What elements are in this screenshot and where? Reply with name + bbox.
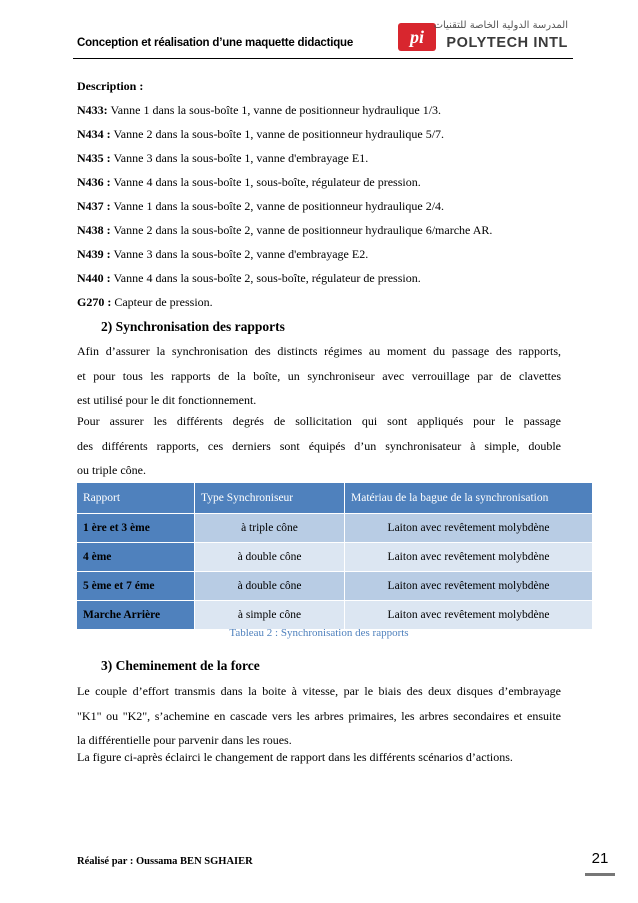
- logo-pi-icon: pi: [398, 23, 436, 51]
- cheminement-paragraph-1: Le couple d’effort transmis dans la boite à vitesse, par le biais des deux disques d’embrayage "K1" ou "K2", s’achemine en cascade vers les arbres primaires, les arbres secondaires et ensuite la différentielle pour parvenir dans les roues.: [77, 684, 561, 747]
- table-row: [77, 601, 593, 630]
- section-heading-synchronisation: 2) Synchronisation des rapports: [101, 319, 285, 334]
- synchronisation-paragraph-2: Pour assurer les différents degrés de sollicitation qui sont appliqués pour le passage des différents rapports, ces derniers sont équipés d’un synchronisateur à simple, double ou triple cône.: [77, 414, 561, 477]
- polytech-logo: [398, 20, 568, 54]
- table-cell-materiau: Laiton avec revêtement molybdène: [345, 572, 593, 601]
- description-item: G270 : Capteur de pression.: [77, 295, 213, 309]
- synchronisation-table: [76, 482, 593, 630]
- section-heading-cheminement: 3) Cheminement de la force: [101, 658, 260, 673]
- page-number: 21: [591, 850, 609, 867]
- document-header-title: Conception et réalisation d’une maquette didactique: [77, 37, 354, 49]
- synchronisation-paragraph-1: Afin d’assurer la synchronisation des distincts régimes au moment du passage des rapports, et pour tous les rapports de la boîte, un synchroniseur avec verrouillage par de clavettes est utilisé pour le dit fonctionnement.: [77, 344, 561, 407]
- table-cell-rapport: 4 ème: [77, 543, 195, 572]
- table-cell-type: à double cône: [195, 543, 345, 572]
- table-cell-materiau: Laiton avec revêtement molybdène: [345, 543, 593, 572]
- table-cell-type: à simple cône: [195, 601, 345, 630]
- table-row: [77, 572, 593, 601]
- table-cell-rapport: Marche Arrière: [77, 601, 195, 630]
- description-item: N434 : Vanne 2 dans la sous-boîte 1, vanne de positionneur hydraulique 5/7.: [77, 127, 445, 141]
- description-item: N433: Vanne 1 dans la sous-boîte 1, vanne de positionneur hydraulique 1/3.: [77, 103, 442, 117]
- description-item: N439 : Vanne 3 dans la sous-boîte 2, vanne d'embrayage E2.: [77, 247, 369, 261]
- footer-author: Réalisé par : Oussama BEN SGHAIER: [77, 856, 253, 867]
- column-header-rapport: Rapport: [77, 483, 195, 514]
- page-number-underline: [585, 873, 615, 876]
- column-header-type: Type Synchroniseur: [195, 483, 345, 514]
- table-row: [77, 543, 593, 572]
- logo-name: POLYTECH INTL: [446, 35, 568, 51]
- description-item: N437 : Vanne 1 dans la sous-boîte 2, vanne de positionneur hydraulique 2/4.: [77, 199, 445, 213]
- column-header-materiau: Matériau de la bague de la synchronisation: [345, 483, 593, 514]
- table-caption: Tableau 2 : Synchronisation des rapports: [229, 627, 409, 639]
- table-row: [77, 514, 593, 543]
- table-cell-type: à triple cône: [195, 514, 345, 543]
- description-item: N440 : Vanne 4 dans la sous-boîte 2, sous-boîte, régulateur de pression.: [77, 271, 421, 285]
- table-header-row: [77, 483, 593, 514]
- table-cell-rapport: 1 ère et 3 ème: [77, 514, 195, 543]
- table-cell-rapport: 5 ème et 7 éme: [77, 572, 195, 601]
- cheminement-paragraph-2: La figure ci-après éclairci le changement de rapport dans les différents scénarios d’actions.: [77, 750, 513, 764]
- table-cell-type: à double cône: [195, 572, 345, 601]
- table-cell-materiau: Laiton avec revêtement molybdène: [345, 601, 593, 630]
- header-divider: [73, 58, 573, 59]
- table-cell-materiau: Laiton avec revêtement molybdène: [345, 514, 593, 543]
- description-item: N438 : Vanne 2 dans la sous-boîte 2, vanne de positionneur hydraulique 6/marche AR.: [77, 223, 493, 237]
- description-title: Description :: [77, 79, 144, 93]
- description-item: N435 : Vanne 3 dans la sous-boîte 1, vanne d'embrayage E1.: [77, 151, 369, 165]
- logo-arabic-text: المدرسة الدولية الخاصة للتقنيات: [433, 20, 568, 31]
- description-item: N436 : Vanne 4 dans la sous-boîte 1, sous-boîte, régulateur de pression.: [77, 175, 421, 189]
